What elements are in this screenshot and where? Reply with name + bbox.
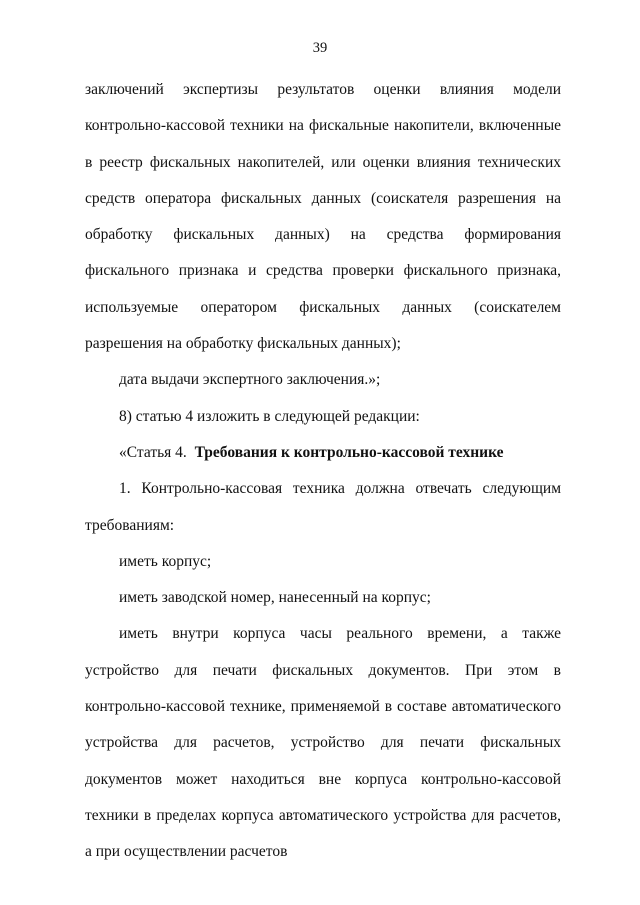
list-item-clock-printer: иметь внутри корпуса часы реального времени, а также устройство для печати фискальных документов. При этом в контрольно-кассовой технике, применяемой в составе автоматического устройства для расчетов, устройство для печати фискальных документов может находиться вне корпуса контрольно-кассовой техники в пределах корпуса автоматического устройства для расчетов, а при осуществлении расчетов [85,625,561,861]
list-item-housing: иметь корпус; [119,552,212,570]
paragraph-issue-date: дата выдачи экспертного заключения.»; [119,371,381,389]
paragraph-expert-conclusions: заключений экспертизы результатов оценки влияния модели контрольно-кассовой техники на фискальные накопители, включенные в реестр фискальных накопителей, или оценки влияния технических средств оператора фискальных данных (соискателя разрешения на обработку фискальных данных) на средства формирования фискального признака и средства проверки фискального признака, используемые оператором фискальных данных (соискателем разрешения на обработку фискальных данных); [85,81,561,353]
page-number: 39 [312,40,328,56]
article-heading [85,435,561,471]
article-heading-title: Требования к контрольно-кассовой технике [194,443,504,461]
paragraph-requirements-intro: 1. Контрольно-кассовая техника должна отвечать следующим требованиям: [85,480,561,534]
list-item-serial-number: иметь заводской номер, нанесенный на корпус; [119,589,431,607]
paragraph-amend-article-4: 8) статью 4 изложить в следующей редакции: [119,407,420,425]
article-heading-prefix: «Статья 4. [119,443,187,461]
document-body [85,72,561,871]
